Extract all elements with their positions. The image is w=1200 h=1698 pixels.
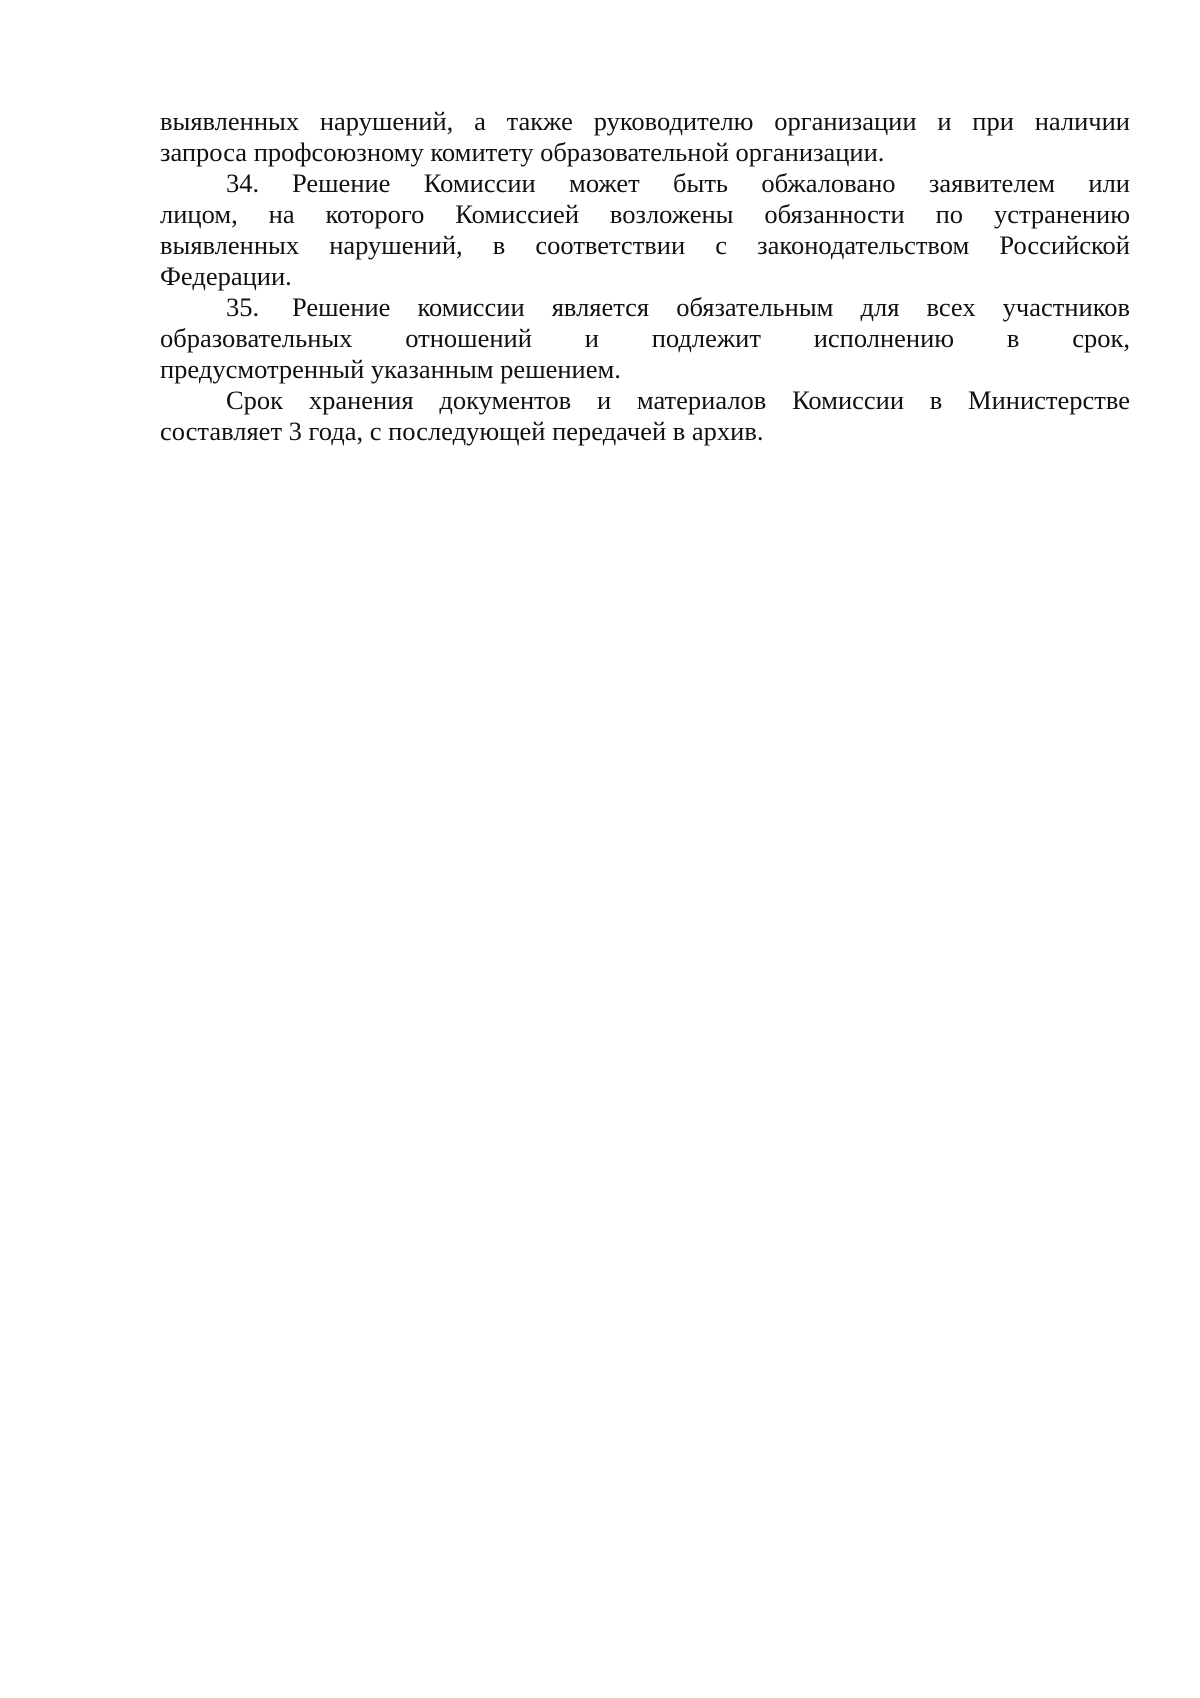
line-text: Решение Комиссии может быть обжаловано заявителем или [292,168,1130,198]
text-line [160,292,1130,323]
text-line: выявленных нарушений, в соответствии с законодательством Российской [160,230,1130,260]
text-line: образовательных отношений и подлежит исполнению в срок, [160,323,1130,353]
text-line: предусмотренный указанным решением. [160,354,621,384]
text-line: выявленных нарушений, а также руководителю организации и при наличии [160,106,1130,136]
paragraph-34 [160,168,1130,292]
text-line: составляет 3 года, с последующей передачей в архив. [160,416,764,446]
paragraph-number: 34. [226,168,260,198]
text-line: лицом, на которого Комиссией возложены обязанности по устранению [160,199,1130,229]
text-line [160,168,1130,199]
paragraph-number: 35. [226,292,260,322]
text-line: Срок хранения документов и материалов Комиссии в Министерстве [226,385,1130,415]
paragraph-35 [160,292,1130,385]
paragraph-storage-period [160,385,1130,447]
line-text: Решение комиссии является обязательным для всех участников [292,292,1130,322]
document-page [160,106,1130,447]
text-line: Федерации. [160,261,292,291]
text-line: запроса профсоюзному комитету образовательной организации. [160,137,885,167]
paragraph-33-continuation [160,106,1130,168]
